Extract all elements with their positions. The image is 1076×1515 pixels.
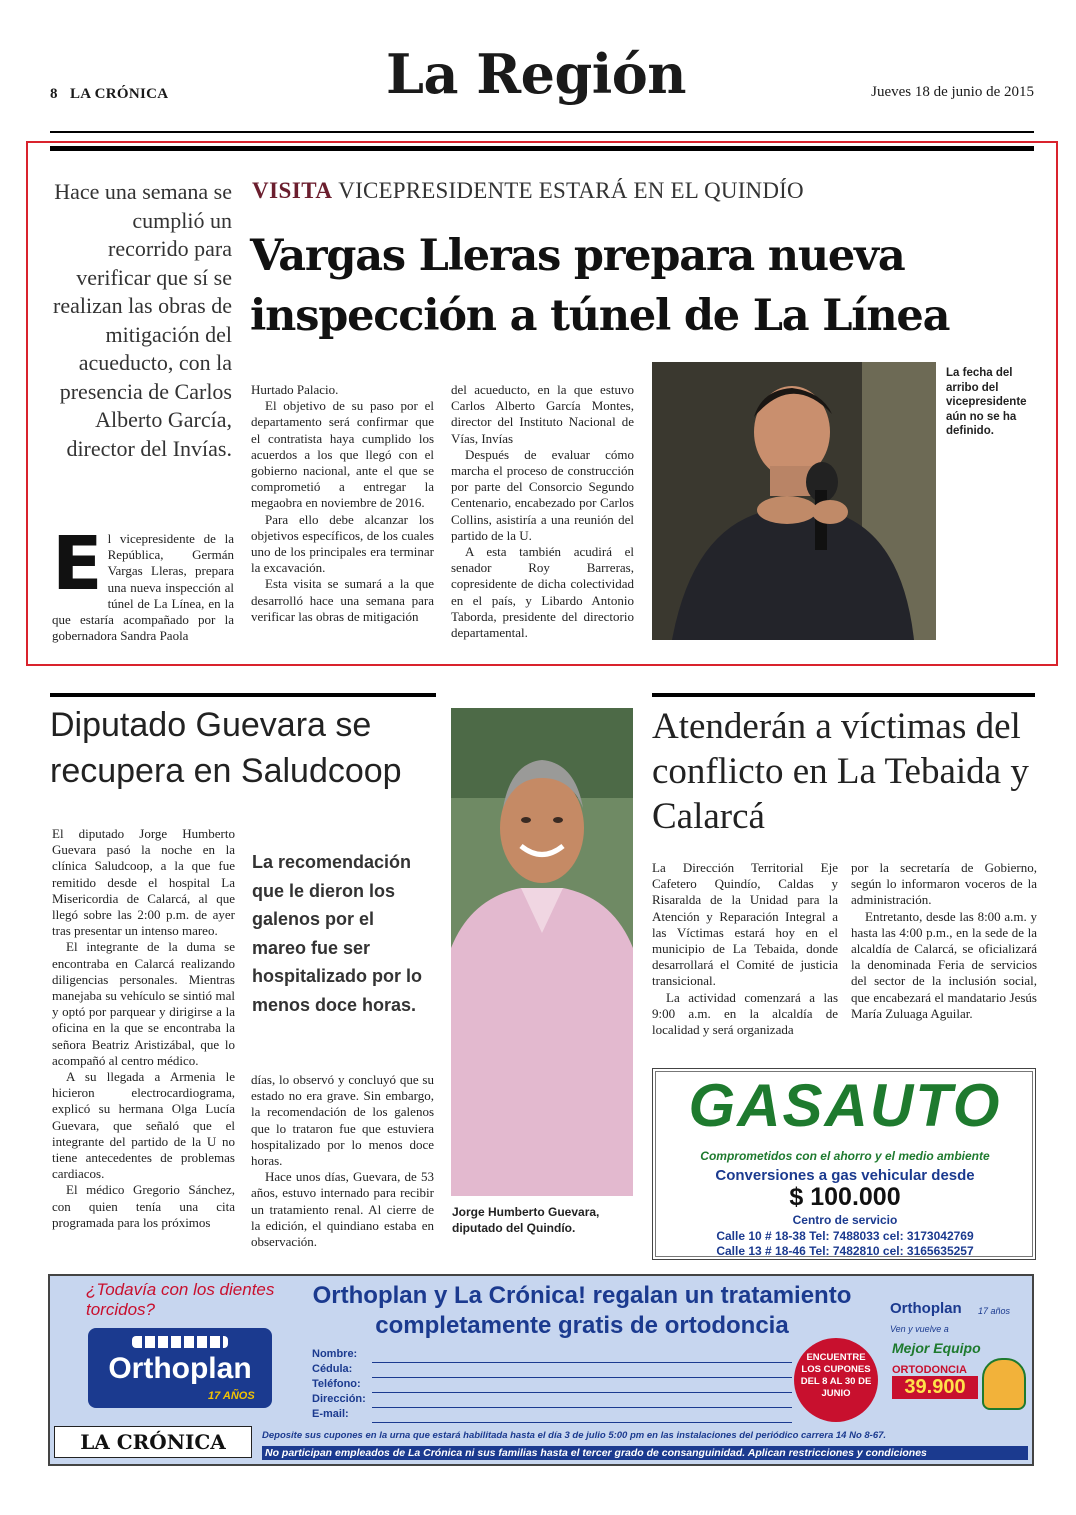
page-number: 8 — [50, 86, 58, 102]
paragraph: días, lo observó y concluyó que su estado no era grave. Sin embargo, la recomendación de los galenos que lo trataron fue que estuviera hospitalizado por lo menos doce horas. — [251, 1072, 434, 1169]
vicepresident-photo-caption: La fecha del arribo del vicepresidente aún no se ha definido. — [946, 367, 1027, 437]
article3-column-2 — [851, 860, 1037, 1022]
article2-headline: Diputado Guevara se recupera en Saludcoop — [50, 706, 402, 790]
guevara-photo-figure — [451, 708, 633, 1196]
paragraph: El médico Gregorio Sánchez, con quien tenía una cita programada para los próximos — [52, 1182, 235, 1230]
form-line — [372, 1348, 792, 1363]
right-best: Mejor Equipo — [892, 1340, 981, 1356]
orthoplan-coupon-form[interactable] — [312, 1348, 792, 1423]
gasauto-ad[interactable] — [652, 1068, 1036, 1260]
article1-column-2 — [251, 382, 434, 625]
section-title: La Región — [386, 42, 687, 106]
article3-top-rule — [652, 693, 1035, 697]
orthoplan-logo-text: Orthoplan — [108, 1352, 252, 1385]
paragraph: Hace unos días, Guevara, de 53 años, estuvo internado para recibir un tratamiento renal. Al cierre de la edición, el quindiano estaba en observación. — [251, 1169, 434, 1250]
paragraph: del acueducto, en la que estuvo Carlos Alberto García Montes, director del Instituto Nacional de Vías, Invías — [451, 382, 634, 446]
teeth-icon — [132, 1336, 228, 1348]
paragraph: Después de evaluar cómo marcha el proceso de construcción por parte del Consorcio Segundo Centenario, encabezado por Carlos Collins, asistiría a una reunión del partido de la U. — [451, 446, 634, 543]
form-line — [372, 1378, 792, 1393]
orthoplan-footer-2: No participan empleados de La Crónica ni sus familias hasta el tercer grado de consanguinidad. Aplican restricciones y condiciones — [262, 1446, 1028, 1460]
gasauto-address-2: Calle 13 # 18-46 Tel: 7482810 cel: 3165635257 — [716, 1244, 974, 1258]
article1-column-3 — [451, 382, 634, 641]
guevara-photo-caption: Jorge Humberto Guevara, diputado del Quindío. — [452, 1205, 600, 1235]
form-row — [312, 1393, 792, 1408]
drop-cap: E — [52, 521, 103, 607]
gasauto-center: Centro de servicio — [792, 1213, 898, 1227]
gasauto-address-1: Calle 10 # 18-38 Tel: 7488033 cel: 3173042769 — [716, 1229, 974, 1243]
kicker-label: VISITA — [252, 178, 333, 203]
paragraph: La Dirección Territorial Eje Cafetero Quindío, Caldas y Risaralda de la Unidad para la Atención y Reparación Integral a las Víctimas estará hoy en el municipio de La Tebaida, donde desarrollará el Comité de justicia transicional. — [652, 860, 838, 989]
paragraph: Hurtado Palacio. — [251, 382, 339, 397]
form-line — [372, 1393, 792, 1408]
la-cronica-logo: LA CRÓNICA — [54, 1426, 252, 1458]
orthoplan-headline-2: completamente gratis de ortodoncia — [375, 1312, 789, 1339]
paragraph: A esta también acudirá el senador Roy Barreras, copresidente de dicha colectividad en el país, y Libardo Antonio Taborda, presidente del directorio departamental. — [451, 544, 634, 641]
gasauto-brand: GASAUTO — [688, 1072, 1002, 1139]
form-line — [372, 1408, 792, 1423]
article1-pull-quote: Hace una semana se cumplió un recorrido para verificar que sí se realizan las obras de mitigación del acueducto, con la presencia de Carlos Alberto García, director del Invías. — [53, 179, 232, 461]
form-label: Nombre: — [312, 1348, 358, 1360]
vicepresident-photo — [652, 362, 936, 640]
form-label: Teléfono: — [312, 1378, 361, 1390]
paragraph: A su llegada a Armenia le hicieron electrocardiograma, explicó su hermana Olga Lucía Guevara, que señaló que el integrante del partido de la U no tiene antecedentes de problemas cardiacos. — [52, 1069, 235, 1182]
form-line — [372, 1363, 792, 1378]
orthoplan-ad[interactable] — [48, 1274, 1034, 1466]
article1-kicker — [252, 178, 804, 204]
article2-column-2 — [251, 1072, 434, 1250]
form-row — [312, 1348, 792, 1363]
gasauto-price: $ 100.000 — [789, 1183, 901, 1211]
paragraph: El objetivo de su paso por el departamento será confirmar que el contratista haya cumplido los acuerdos a los que llegó con el gobierno nacional, ante el que se comprometió a entregar la megaobra en noviembre de 2016. — [251, 398, 434, 511]
mascot-icon — [982, 1358, 1026, 1410]
orthoplan-question: ¿Todavía con los dientes torcidos? — [86, 1280, 275, 1319]
article3-column-1 — [652, 860, 838, 1038]
paragraph: La actividad comenzará a las 9:00 a.m. en la alcaldía de localidad y será organizada — [652, 989, 838, 1038]
form-label: Cédula: — [312, 1363, 353, 1375]
paper-name: LA CRÓNICA — [70, 86, 169, 102]
article1-column-1 — [52, 521, 234, 644]
kicker-text: VICEPRESIDENTE ESTARÁ EN EL QUINDÍO — [338, 178, 804, 203]
paragraph: Esta visita se sumará a la que desarrolló hace una semana para verificar las obras de mitigación — [251, 576, 434, 624]
gasauto-tagline: Comprometidos con el ahorro y el medio ambiente — [700, 1149, 990, 1163]
article2-column-1 — [52, 826, 235, 1231]
article2-pull-quote: La recomendación que le dieron los galenos por el mareo fue ser hospitalizado por lo menos doce horas. — [252, 852, 422, 1015]
issue-date: Jueves 18 de junio de 2015 — [871, 84, 1034, 100]
header-rule — [50, 131, 1034, 133]
form-row — [312, 1363, 792, 1378]
paragraph: Para ello debe alcanzar los objetivos específicos, de los cuales uno de los principales era terminar la excavación. — [251, 511, 434, 576]
article1-top-rule — [50, 146, 1034, 151]
article1-col1-text: l vicepresidente de la República, Germán Vargas Lleras, prepara una nueva inspección al túnel de La Línea, en la que estaría acompañado por la gobernadora Sandra Paola — [52, 531, 234, 644]
form-row — [312, 1408, 792, 1423]
paragraph: por la secretaría de Gobierno, según lo informaron voceros de la administración. — [851, 860, 1037, 908]
orthoplan-footer-1: Deposite sus cupones en la urna que estará habilitada hasta el día 3 de julio 5:00 pm en las instalaciones del periódico carrera 14 No 8-67. — [262, 1430, 887, 1441]
article3-headline: Atenderán a víctimas del conflicto en La Tebaida y Calarcá — [652, 706, 1029, 837]
right-years: 17 años — [978, 1306, 1011, 1316]
orthoplan-years: 17 AÑOS — [208, 1390, 255, 1402]
orthoplan-coupon-circle: ENCUENTRE LOS CUPONES DEL 8 AL 30 DE JUNIO — [794, 1338, 878, 1422]
vicepresident-photo-figure — [652, 362, 936, 640]
orthoplan-headline-1: Orthoplan y La Crónica! regalan un tratamiento — [312, 1282, 852, 1309]
guevara-photo — [451, 708, 633, 1196]
right-slogan: Ven y vuelve a — [890, 1324, 949, 1334]
paragraph: El integrante de la duma se encontraba en Calarcá realizando diligencias personales. Mientras manejaba su vehículo se sintió mal y optó por parquear y dirigirse a la oficina en la que se encontraba la señora Beatriz Aristizábal, que lo acompañó al centro médico. — [52, 939, 235, 1068]
form-label: Dirección: — [312, 1393, 366, 1405]
paragraph: Entretanto, desde las 8:00 a.m. y hasta las 4:00 p.m., en la sede de la alcaldía de Calarcá, se oficializará la denominada Feria de servicios del sector de la inclusión social, que encabezará el mandatario Jesús María Zuluaga Aguilar. — [851, 908, 1037, 1021]
right-price: 39.900 — [892, 1376, 978, 1399]
paragraph: El diputado Jorge Humberto Guevara pasó la noche en la clínica Saludcoop, a la que fue remitido desde el hospital La Misericordia de Calarcá, al que llegó sobre las 2:00 p.m. de ayer tras presentar un intenso mareo. — [52, 826, 235, 939]
right-brand: Orthoplan — [890, 1300, 962, 1317]
form-row — [312, 1378, 792, 1393]
right-label: ORTODONCIA — [892, 1364, 967, 1376]
article1-headline: Vargas Lleras prepara nueva inspección a túnel de La Línea — [250, 231, 950, 341]
gasauto-offer: Conversiones a gas vehicular desde — [715, 1167, 975, 1184]
article2-top-rule — [50, 693, 436, 697]
orthoplan-right-panel — [886, 1282, 1030, 1428]
form-label: E-mail: — [312, 1408, 349, 1420]
orthoplan-logo-box — [88, 1328, 272, 1408]
